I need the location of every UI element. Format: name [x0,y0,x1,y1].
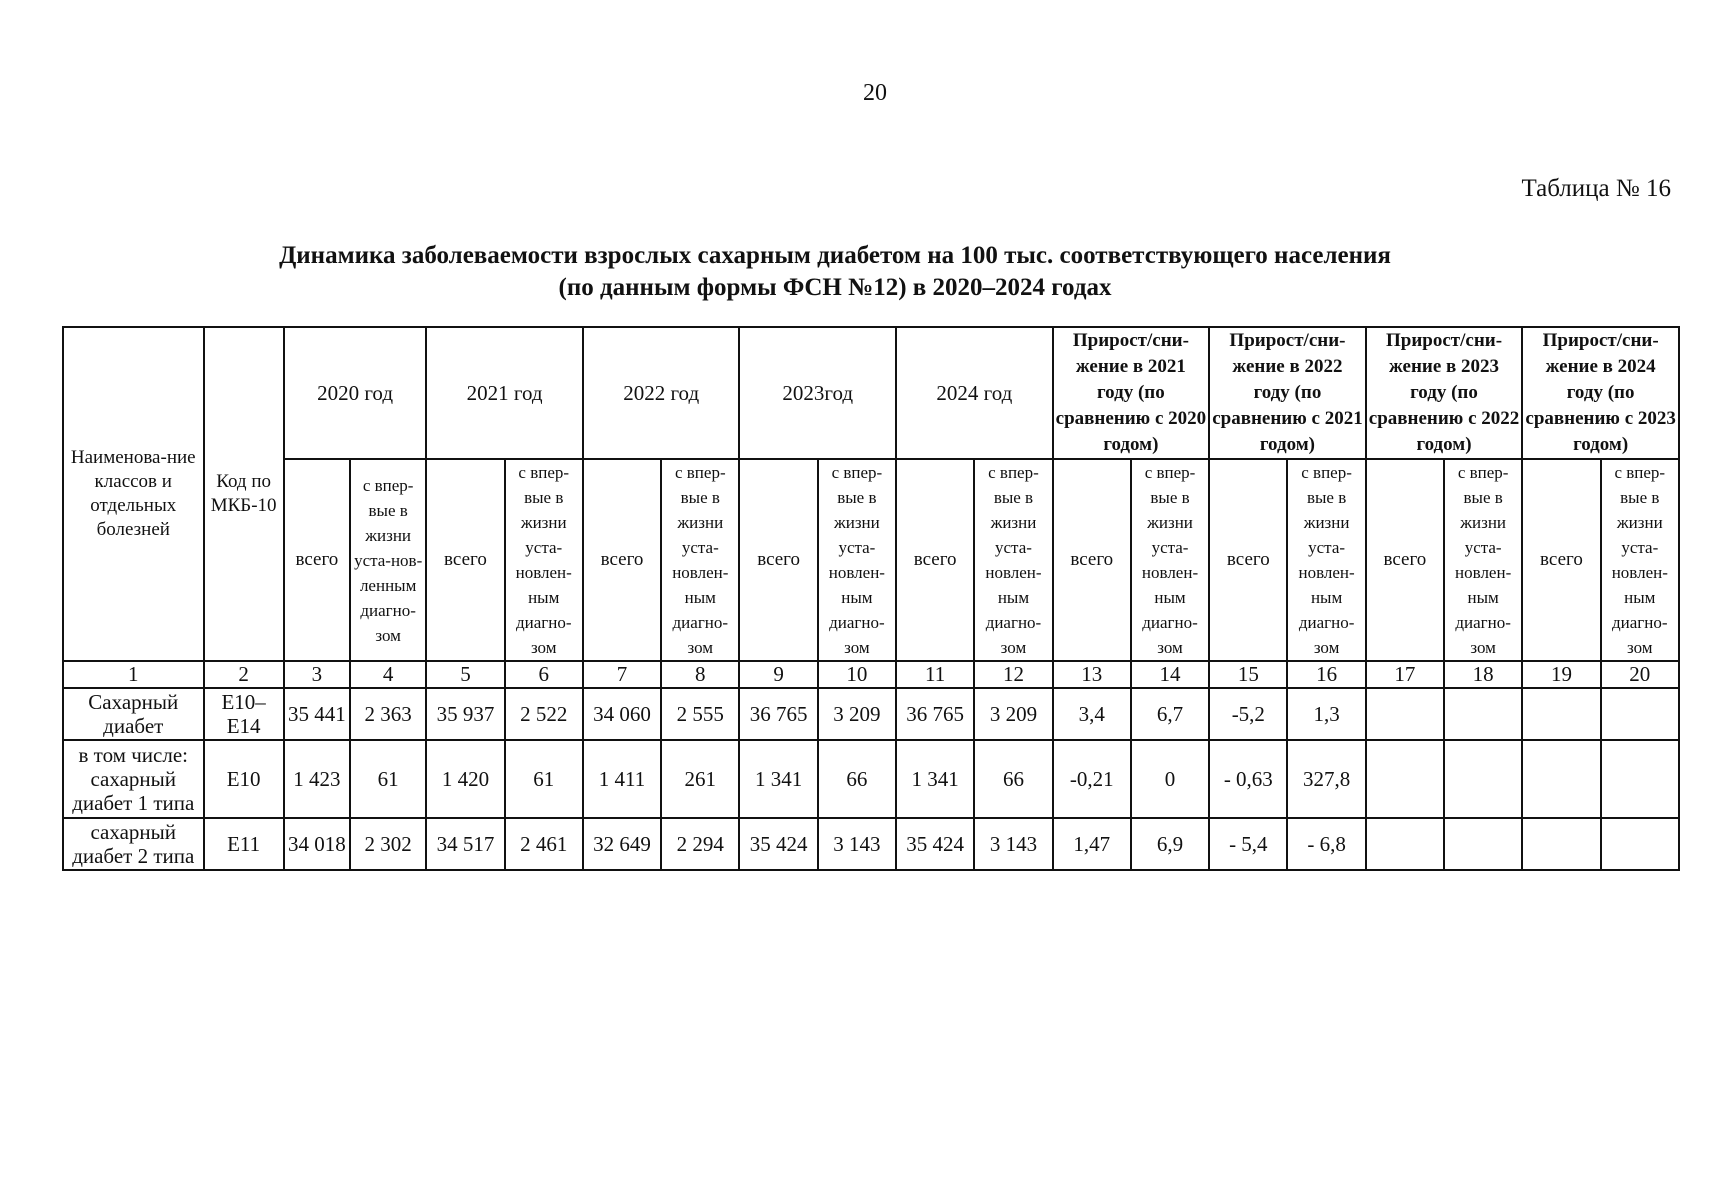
column-number: 7 [583,661,661,688]
table-cell: 3 143 [818,818,896,870]
subheader-first-time: с впер-вые в жизни уста-новлен-ным диагно-зом [1601,459,1679,661]
header-change-2024: Прирост/сни-жение в 2024 году (по сравнению с 2023 годом) [1522,327,1679,459]
header-year-2021: 2021 год [426,327,583,459]
subheader-total: всего [1209,459,1287,661]
table-cell [1601,740,1679,818]
table-cell [1444,688,1522,740]
table-cell: 3 143 [974,818,1052,870]
subheader-first-time: с впер-вые в жизни уста-новлен-ным диагно-зом [661,459,739,661]
table-cell: 1 341 [739,740,817,818]
table-cell [1601,818,1679,870]
row-name: Сахарный диабет [63,688,204,740]
table-cell: 1,3 [1287,688,1365,740]
table-cell [1366,688,1444,740]
table-title-line-2: (по данным формы ФСН №12) в 2020–2024 годах [558,274,1112,301]
table-label: Таблица № 16 [1521,175,1671,202]
row-name: сахарный диабет 2 типа [63,818,204,870]
table-cell: -0,21 [1053,740,1131,818]
table-cell: 327,8 [1287,740,1365,818]
column-number: 13 [1053,661,1131,688]
table-cell: 34 060 [583,688,661,740]
row-name: в том числе: сахарный диабет 1 типа [63,740,204,818]
table-cell: 66 [974,740,1052,818]
table-cell: -5,2 [1209,688,1287,740]
subheader-first-time: с впер-вые в жизни уста-новлен-ным диагно-зом [974,459,1052,661]
table-cell [1601,688,1679,740]
column-number: 6 [505,661,583,688]
subheader-first-time: с впер-вые в жизни уста-новлен-ным диагно-зом [1444,459,1522,661]
column-number: 18 [1444,661,1522,688]
subheader-total: всего [426,459,504,661]
table-cell: 1 420 [426,740,504,818]
column-number: 12 [974,661,1052,688]
subheader-first-time: с впер-вые в жизни уста-новлен-ным диагно-зом [1131,459,1209,661]
table-cell: 1 423 [284,740,350,818]
column-number: 20 [1601,661,1679,688]
table-cell [1522,740,1600,818]
column-number: 3 [284,661,350,688]
incidence-table [62,326,1680,871]
table-cell: 36 765 [896,688,974,740]
table-row [63,688,1679,740]
column-number: 4 [350,661,426,688]
subheader-total: всего [896,459,974,661]
table-cell: 61 [505,740,583,818]
table-cell: 6,7 [1131,688,1209,740]
header-year-2024: 2024 год [896,327,1053,459]
table-cell [1522,688,1600,740]
table-cell: 1 411 [583,740,661,818]
row-code: E10 [204,740,284,818]
subheader-total: всего [284,459,350,661]
table-cell: 6,9 [1131,818,1209,870]
table-cell: 2 363 [350,688,426,740]
column-number: 1 [63,661,204,688]
subheader-first-time: с впер-вые в жизни уста-нов-ленным диагно-зом [350,459,426,661]
table-cell: 2 461 [505,818,583,870]
table-cell: 32 649 [583,818,661,870]
column-number: 19 [1522,661,1600,688]
table-cell: - 0,63 [1209,740,1287,818]
subheader-total: всего [1366,459,1444,661]
table-cell: 35 424 [896,818,974,870]
column-number: 16 [1287,661,1365,688]
table-cell: 261 [661,740,739,818]
table-cell: 66 [818,740,896,818]
table-cell: 36 765 [739,688,817,740]
header-name: Наименова-ние классов и отдельных болезней [63,327,204,661]
table-cell: 1 341 [896,740,974,818]
table-cell: 35 441 [284,688,350,740]
table-cell: 61 [350,740,426,818]
table-cell: 2 522 [505,688,583,740]
subheader-first-time: с впер-вые в жизни уста-новлен-ным диагно-зом [1287,459,1365,661]
table-cell: - 6,8 [1287,818,1365,870]
table-cell: 35 424 [739,818,817,870]
table-cell: - 5,4 [1209,818,1287,870]
table-cell: 3 209 [818,688,896,740]
header-change-2023: Прирост/сни-жение в 2023 году (по сравнению с 2022 годом) [1366,327,1523,459]
table-cell: 35 937 [426,688,504,740]
subheader-total: всего [739,459,817,661]
table-title [160,240,1510,304]
table-cell [1366,740,1444,818]
subheader-total: всего [1522,459,1600,661]
table-cell: 3,4 [1053,688,1131,740]
table-cell: 0 [1131,740,1209,818]
header-year-2022: 2022 год [583,327,740,459]
table-cell [1444,740,1522,818]
subheader-first-time: с впер-вые в жизни уста-новлен-ным диагно-зом [818,459,896,661]
header-code: Код по МКБ-10 [204,327,284,661]
subheader-total: всего [1053,459,1131,661]
header-year-2023: 2023год [739,327,896,459]
table-title-line-1: Динамика заболеваемости взрослых сахарным диабетом на 100 тыс. соответствующего населения [279,242,1391,269]
table-cell: 34 018 [284,818,350,870]
table-cell: 3 209 [974,688,1052,740]
table-cell: 2 302 [350,818,426,870]
subheader-first-time: с впер-вые в жизни уста-новлен-ным диагно-зом [505,459,583,661]
table-row [63,818,1679,870]
header-change-2022: Прирост/сни-жение в 2022 году (по сравнению с 2021 годом) [1209,327,1366,459]
table-cell: 2 555 [661,688,739,740]
column-number: 2 [204,661,284,688]
header-change-2021: Прирост/сни-жение в 2021 году (по сравнению с 2020 годом) [1053,327,1210,459]
row-code: E10–E14 [204,688,284,740]
column-number: 5 [426,661,504,688]
column-number: 11 [896,661,974,688]
table-cell [1444,818,1522,870]
column-number: 15 [1209,661,1287,688]
page-number: 20 [863,80,887,106]
subheader-total: всего [583,459,661,661]
column-number: 8 [661,661,739,688]
row-code: E11 [204,818,284,870]
table-cell [1366,818,1444,870]
table-cell [1522,818,1600,870]
table-cell: 2 294 [661,818,739,870]
header-year-2020: 2020 год [284,327,427,459]
column-number: 10 [818,661,896,688]
column-number: 9 [739,661,817,688]
table-row [63,740,1679,818]
table-cell: 1,47 [1053,818,1131,870]
column-number-row [63,661,1679,688]
table-cell: 34 517 [426,818,504,870]
column-number: 14 [1131,661,1209,688]
column-number: 17 [1366,661,1444,688]
